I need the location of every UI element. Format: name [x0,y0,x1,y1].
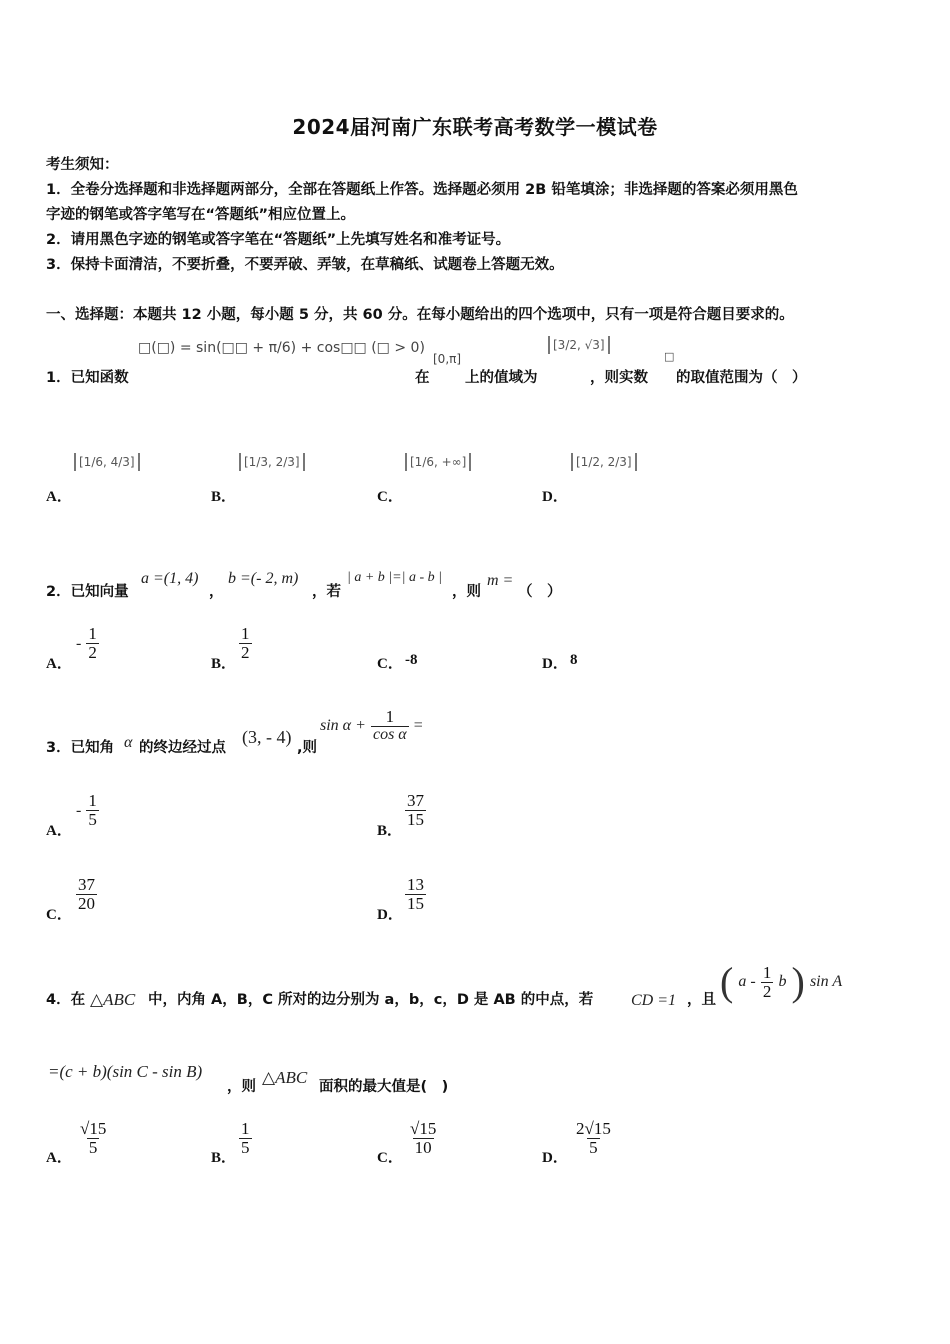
q1-function-image: □(□) = sin(□□ + π/6) + cos□□ (□ > 0) [138,340,425,356]
q4-option-b-num: 1 [241,1119,250,1138]
q3-option-a-label[interactable]: A． [46,823,72,839]
q2-option-b-label[interactable]: B． [211,656,237,672]
q1-stem: 1．已知函数 [46,370,129,386]
q3-expr-left: sin α + [320,716,366,734]
q4-mid: 中，内角 A，B，C 所对的边分别为 a，b，c，D 是 AB 的中点，若 [148,992,594,1008]
notice-line-1a: 1．全卷分选择题和非选择题两部分，全部在答题纸上作答。选择题必须用 2B 铅笔填涂；非选择题的答案必须用黑色 [46,182,798,198]
q3-option-b-num: 37 [407,791,424,810]
q4-option-a-num: √15 [80,1119,107,1138]
q2-option-a-value [76,625,99,662]
q2-option-a-num: 1 [88,624,97,643]
q3-expression [320,708,423,744]
q1-option-c-label[interactable]: C． [377,489,403,505]
q1-option-d-value: [1/2, 2/3] [571,453,637,471]
q3-option-b-den: 15 [407,809,424,829]
q4-option-c-fraction [408,1120,438,1157]
q2-option-d-value: 8 [570,652,578,668]
q2-option-b-fraction [239,625,252,662]
q1-in: 在 [415,370,430,386]
q1-option-c-value: [1/6, +∞] [405,453,471,471]
q3-then: ,则 [297,740,318,756]
q3-stem: 3．已知角 [46,740,115,756]
q4-then: ，则 [227,1079,256,1095]
q4-option-d-fraction [574,1120,613,1157]
q2-if: ，若 [312,584,341,600]
q2-then: ，则 [452,584,481,600]
q3-option-d-fraction [405,876,426,913]
q4-sina: sin A [809,973,843,990]
q3-option-c-num: 37 [78,875,95,894]
q2-sep: ， [209,584,224,600]
q4-option-b-label[interactable]: B． [211,1150,237,1166]
q3-option-b-value [405,792,426,829]
q3-option-d-den: 15 [407,893,424,913]
q2-stem: 2．已知向量 [46,584,129,600]
q4-option-b-den: 5 [241,1137,250,1157]
q4-option-d-num: 2√15 [576,1119,611,1138]
q3-option-a-value [76,792,99,829]
q2-option-b-num: 1 [241,624,250,643]
q2-vector-a: a =(1, 4) [141,570,199,587]
q2-option-c-value: -8 [405,652,418,668]
notice-line-3: 3．保持卡面清洁，不要折叠，不要弄破、弄皱，在草稿纸、试题卷上答题无效。 [46,257,564,273]
q2-condition: | a + b |=| a - b | [347,570,442,585]
q4-stem: 4．在 [46,992,86,1008]
q3-option-d-num: 13 [407,875,424,894]
q2-option-a-fraction [86,625,99,662]
q4-option-c-label[interactable]: C． [377,1150,403,1166]
q3-expr-num: 1 [385,707,395,726]
q4-option-d-value [574,1120,613,1157]
q2-tail: （ ） [518,584,562,600]
q4-condition-expression [720,959,843,1004]
q3-option-c-label[interactable]: C． [46,907,72,923]
q4-option-d-den: 5 [589,1137,598,1157]
q1-then: ，则实数 [590,370,648,386]
q3-mid: 的终边经过点 [139,740,226,756]
q4-option-b-value [239,1120,252,1157]
q4-half-fraction [761,964,774,1001]
q3-alpha: α [124,734,133,751]
q2-option-a-label[interactable]: A． [46,656,72,672]
q3-option-a-num: 1 [88,791,97,810]
q3-option-d-value [405,876,426,913]
q4-option-a-den: 5 [88,1137,98,1157]
q4-tail: 面积的最大值是( ) [319,1079,449,1095]
q2-vector-b: b =(- 2, m) [228,570,299,587]
q1-range: [3/2, √3] [548,336,610,354]
q3-option-b-label[interactable]: B． [377,823,403,839]
q4-line2-expression: =(c + b)(sin C - sin B) [48,1062,203,1081]
q3-option-b-fraction [405,792,426,829]
q1-range-label: 上的值域为 [465,370,538,386]
q2-option-a-sign: - [76,634,82,652]
q3-option-c-den: 20 [78,893,95,913]
q4-option-a-label[interactable]: A． [46,1150,72,1166]
q4-triangle-2: △ABC [262,1068,308,1087]
q3-point: (3, - 4) [242,727,292,747]
q4-option-d-label[interactable]: D． [542,1150,568,1166]
q2-option-a-den: 2 [88,642,97,662]
q4-paren-b: b [778,973,787,990]
q1-option-a-value: [1/6, 4/3] [74,453,140,471]
q2-option-b-value [239,625,252,662]
page-title: 2024届河南广东联考高考数学一模试卷 [292,115,658,139]
q4-half-num: 1 [762,962,772,982]
q4-cd: CD =1 [631,992,677,1009]
q4-option-a-value [78,1120,108,1157]
q3-option-a-sign: - [76,801,82,819]
q3-option-a-fraction [86,792,99,829]
q4-option-a-fraction [78,1120,108,1157]
notice-header: 考生须知： [46,157,119,173]
q4-right-paren: ) [791,959,805,1004]
q1-option-d-label[interactable]: D． [542,489,568,505]
q3-expr-eq: = [413,716,423,734]
q2-m: m = [487,572,514,589]
q1-option-b-value: [1/3, 2/3] [239,453,305,471]
q3-option-a-den: 5 [88,809,97,829]
q1-interval: [0,π] [433,352,462,366]
q2-option-d-label[interactable]: D． [542,656,568,672]
notice-line-2: 2．请用黑色字迹的钢笔或答字笔在“答题纸”上先填写姓名和准考证号。 [46,232,511,248]
q4-option-c-value [408,1120,438,1157]
q3-expr-den: cos α [372,725,407,743]
q4-left-paren: ( [720,959,734,1004]
q3-option-c-value [76,876,97,913]
q1-option-b-label[interactable]: B． [211,489,237,505]
q1-tail: 的取值范围为（ ） [676,370,807,386]
q4-and: ，且 [687,992,716,1008]
q4-option-b-fraction [239,1120,252,1157]
q3-option-d-label[interactable]: D． [377,907,403,923]
q4-half-den: 2 [762,981,772,1001]
q2-option-b-den: 2 [241,642,250,662]
q3-option-c-fraction [76,876,97,913]
q4-paren-a: a - [738,973,756,990]
q4-option-c-num: √15 [410,1119,437,1138]
q4-option-c-den: 10 [414,1137,432,1157]
q3-expr-fraction [371,708,409,744]
q1-omega-box: □ [664,350,675,363]
section-heading: 一、选择题：本题共 12 小题，每小题 5 分，共 60 分。在每小题给出的四个选项中，只有一项是符合题目要求的。 [46,307,794,323]
q4-triangle: △ABC [90,990,136,1009]
q2-option-c-label[interactable]: C． [377,656,403,672]
notice-line-1b: 字迹的钢笔或答字笔写在“答题纸”相应位置上。 [46,207,356,223]
q1-option-a-label[interactable]: A． [46,489,72,505]
